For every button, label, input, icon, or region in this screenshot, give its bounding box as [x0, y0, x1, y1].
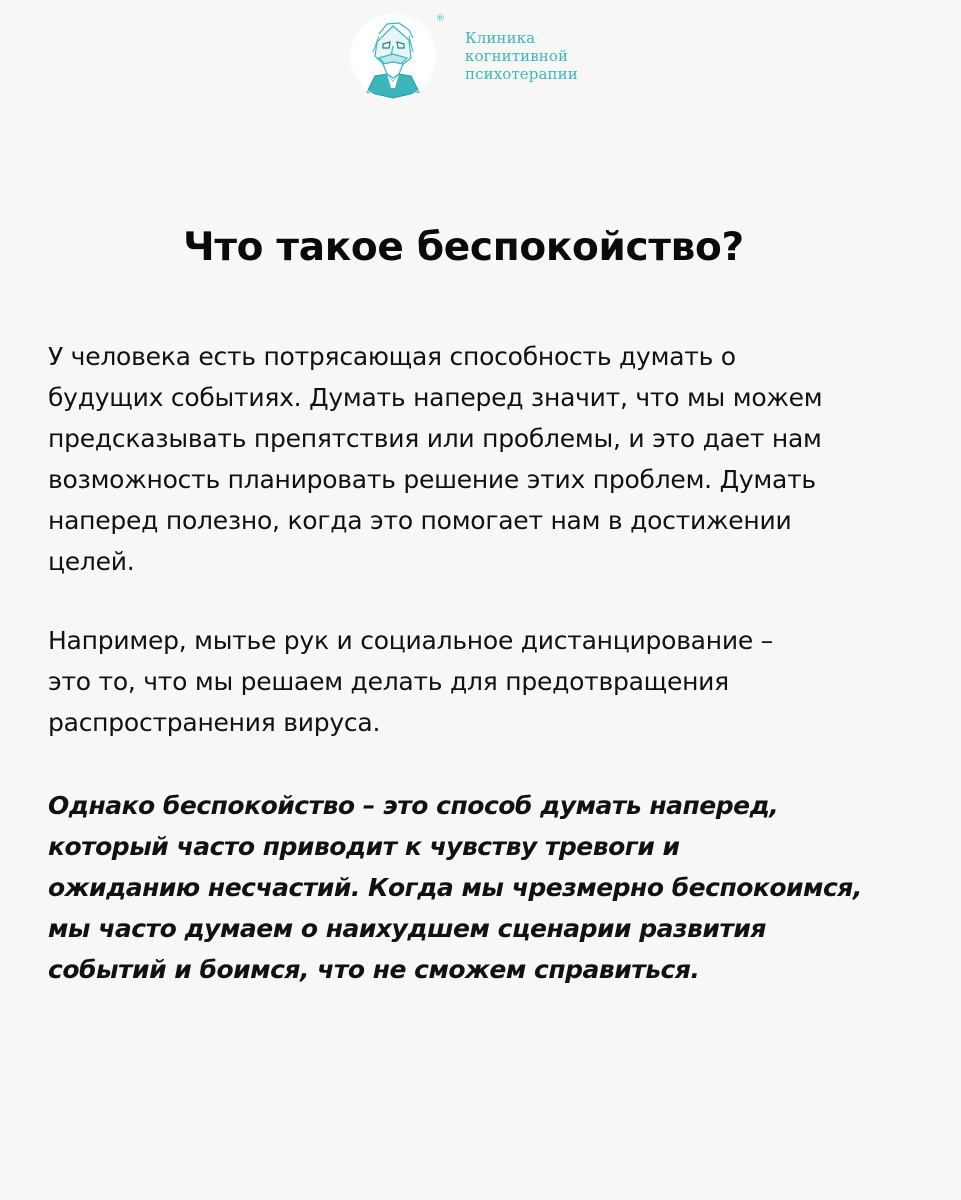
text-line: предсказывать препятствия или проблемы, и это дает нам — [48, 424, 822, 453]
text-line: это то, что мы решаем делать для предотвращения — [48, 667, 729, 696]
clinic-name — [465, 29, 578, 83]
text-line: Однако беспокойство – это способ думать наперед, — [48, 791, 779, 820]
text-line: возможность планировать решение этих проблем. Думать — [48, 465, 816, 494]
text-line: У человека есть потрясающая способность думать о — [48, 342, 736, 371]
paragraph-emphasis — [48, 785, 862, 990]
clinic-header — [349, 12, 578, 100]
text-line: событий и боимся, что не сможем справиться. — [48, 955, 700, 984]
page-title: Что такое беспокойство? — [183, 225, 744, 270]
text-line: Например, мытье рук и социальное дистанцирование – — [48, 626, 773, 655]
text-line: будущих событиях. Думать наперед значит, что мы можем — [48, 383, 823, 412]
paragraph-intro — [48, 336, 822, 582]
text-line: распространения вируса. — [48, 708, 381, 737]
clinic-portrait-logo-icon — [349, 12, 445, 100]
registered-mark: ® — [436, 14, 445, 24]
text-line: ожиданию несчастий. Когда мы чрезмерно беспокоимся, — [48, 873, 862, 902]
text-line: целей. — [48, 547, 135, 576]
text-line: который часто приводит к чувству тревоги и — [48, 832, 680, 861]
text-line: наперед полезно, когда это помогает нам в достижении — [48, 506, 792, 535]
clinic-name-line: психотерапии — [465, 65, 578, 83]
text-line: мы часто думаем о наихудшем сценарии развития — [48, 914, 766, 943]
clinic-name-line: Клиника — [465, 29, 536, 47]
clinic-name-line: когнитивной — [465, 47, 569, 65]
paragraph-example — [48, 620, 773, 743]
